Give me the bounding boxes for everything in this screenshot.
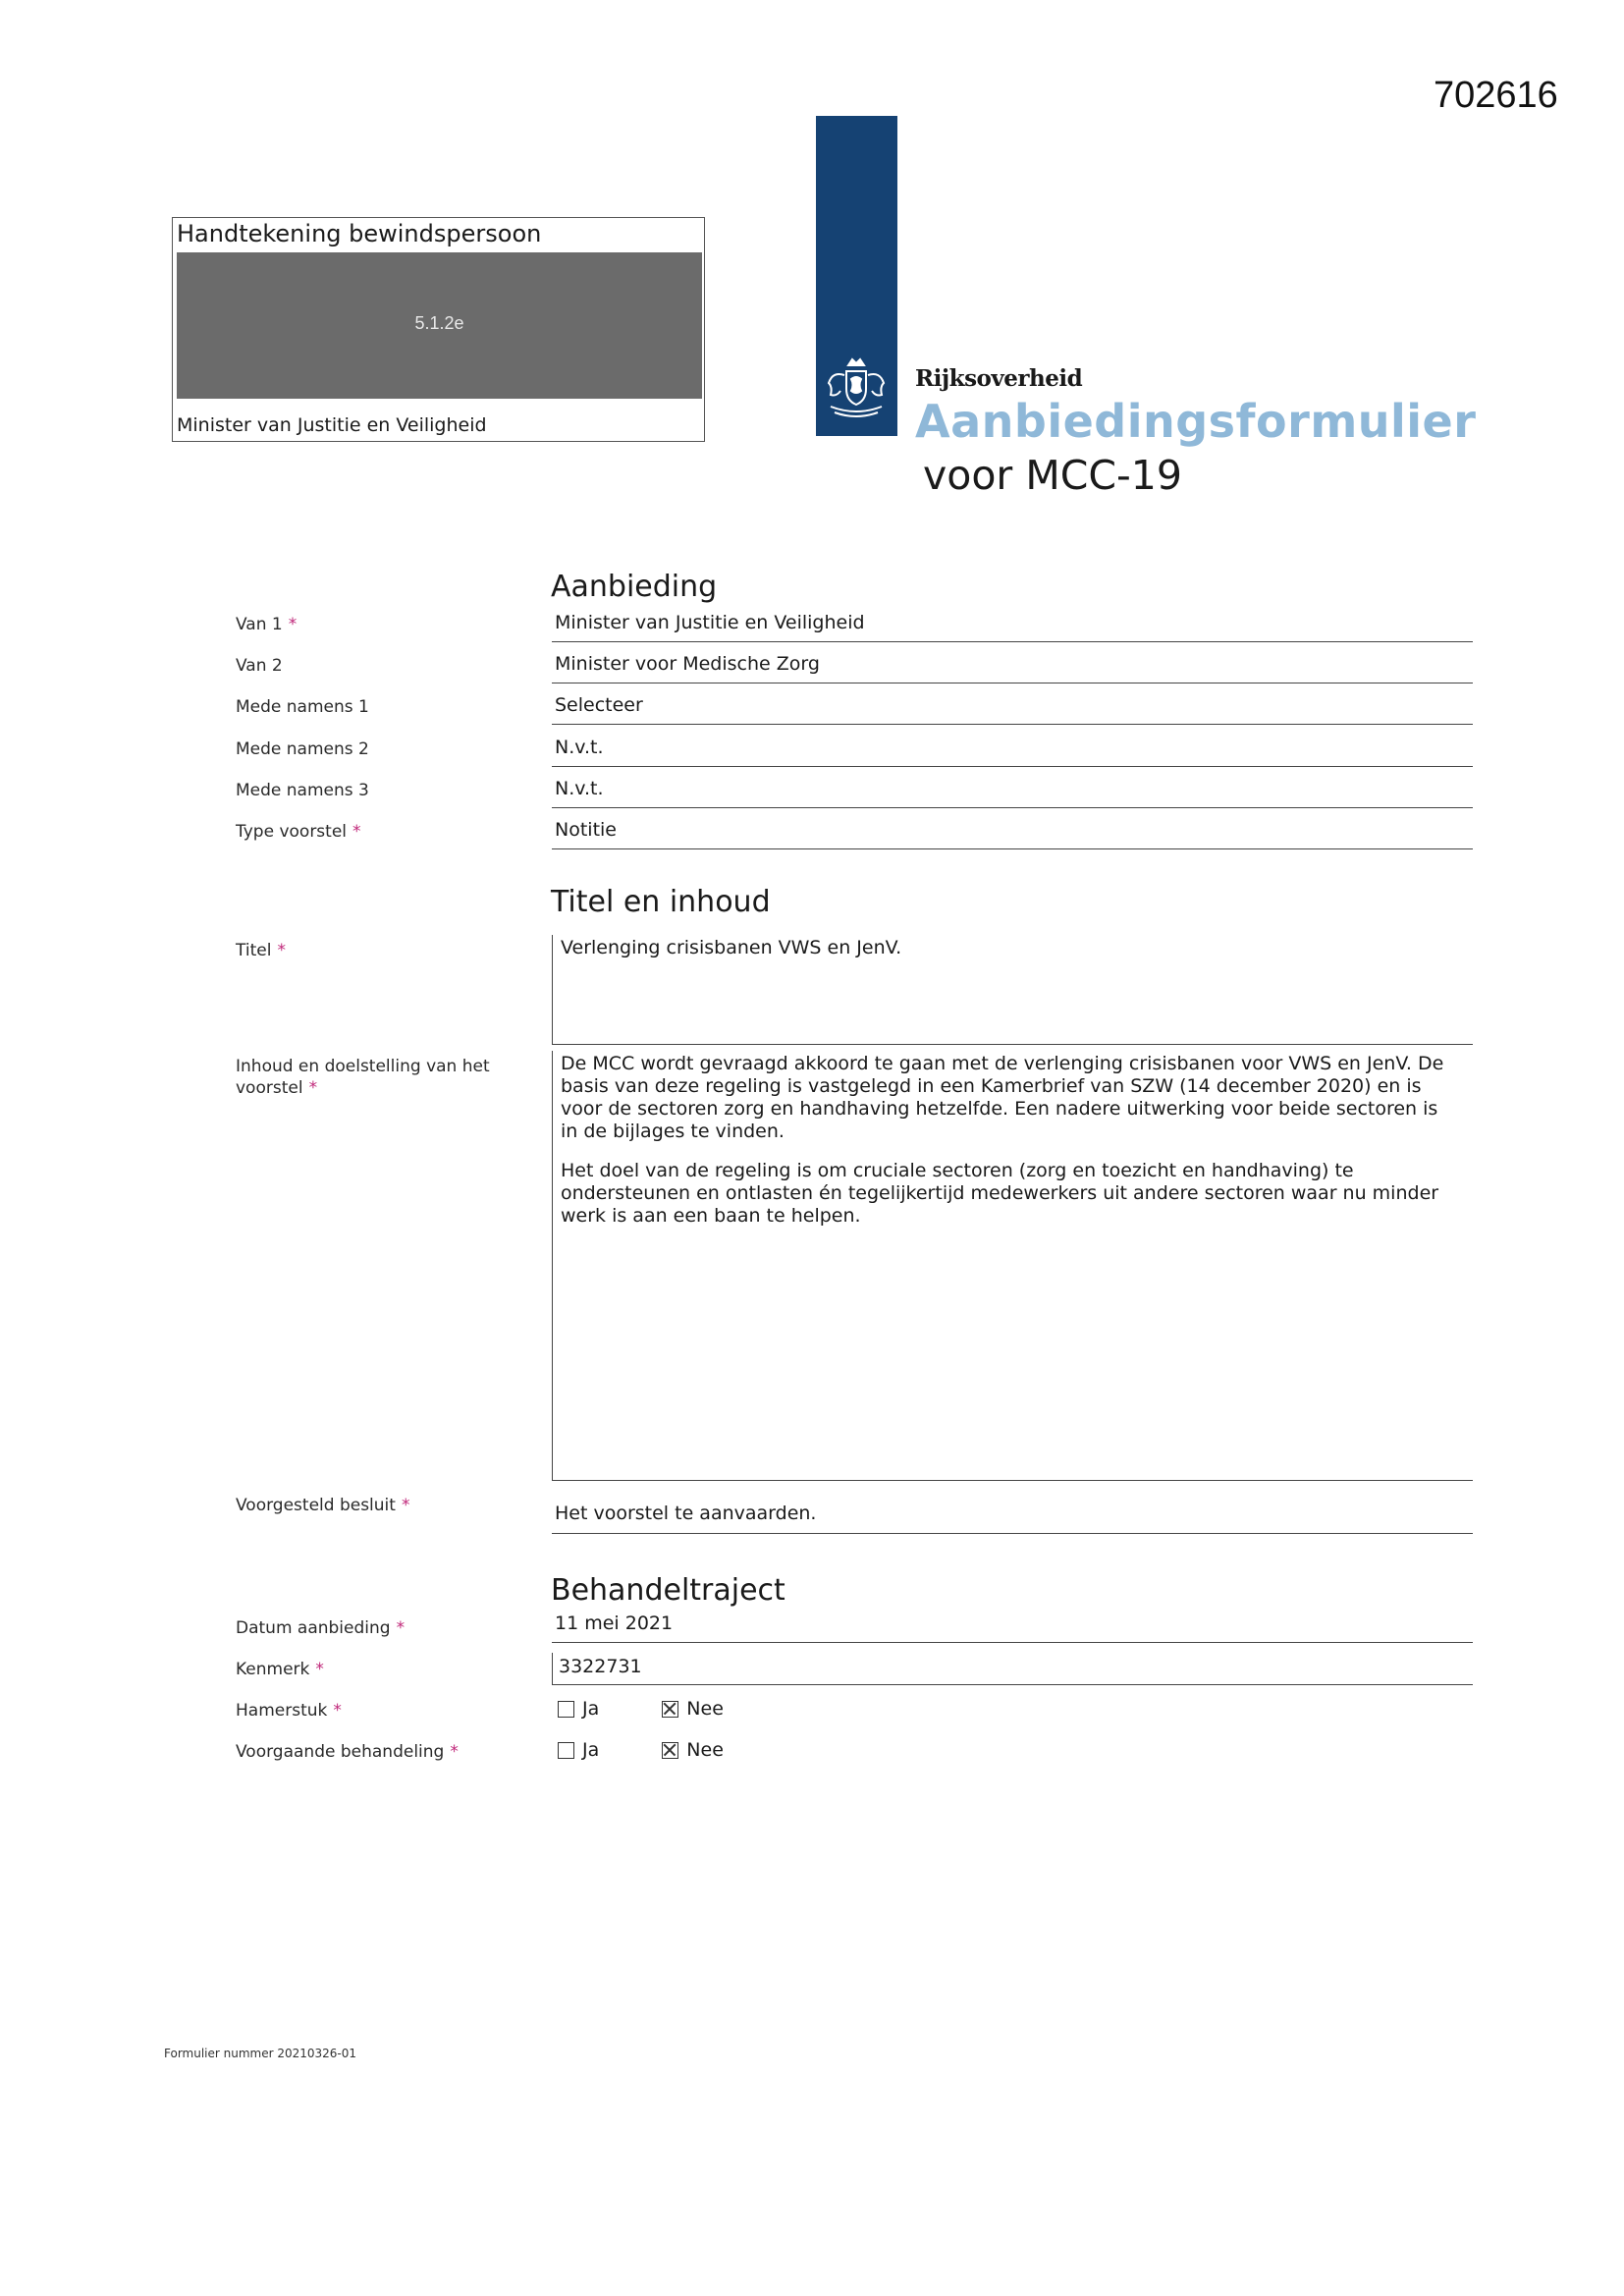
label-titel: Titel * [236, 941, 286, 960]
label-voorgesteld-besluit: Voorgesteld besluit * [236, 1496, 410, 1515]
label-van-1: Van 1 * [236, 615, 298, 634]
document-number: 702616 [1434, 75, 1558, 116]
field-mede-namens-2[interactable]: N.v.t. [552, 735, 1473, 767]
label-van-2: Van 2 [236, 656, 283, 676]
label-voorgaande-behandeling: Voorgaande behandeling * [236, 1742, 459, 1762]
label-mede-namens-2: Mede namens 2 [236, 739, 369, 759]
hamerstuk-nee-checkbox[interactable] [662, 1701, 678, 1718]
label-mede-namens-1: Mede namens 1 [236, 697, 369, 717]
field-kenmerk[interactable]: 3322731 [552, 1653, 1473, 1685]
signature-redaction [177, 252, 702, 399]
field-type-voorstel[interactable]: Notitie [552, 817, 1473, 849]
section-heading-titel-en-inhoud: Titel en inhoud [551, 885, 771, 919]
field-mede-namens-3[interactable]: N.v.t. [552, 776, 1473, 808]
label-type-voorstel: Type voorstel * [236, 822, 361, 842]
inhoud-paragraph-2: Het doel van de regeling is om cruciale sectoren (zorg en toezicht en handhaving) te ondersteunen en ontlasten én tegelijkertijd medewerkers uit andere sectoren waar nu minder werk is aan een baan te helpen. [561, 1160, 1439, 1227]
inhoud-paragraph-1: De MCC wordt gevraagd akkoord te gaan met de verlenging crisisbanen voor VWS en JenV. De basis van deze regeling is vastgelegd in een Kamerbrief van SZW (14 december 2020) en is voor de sectoren zorg en handhaving hetzelfde. Een nadere uitwerking voor beide sectoren is in de bijlages te vinden. [561, 1053, 1444, 1142]
hamerstuk-options [558, 1698, 724, 1720]
field-mede-namens-1[interactable]: Selecteer [552, 692, 1473, 725]
voorgaande-behandeling-options [558, 1739, 724, 1761]
field-titel[interactable]: Verlenging crisisbanen VWS en JenV. [552, 935, 1473, 1045]
organization-name: Rijksoverheid [915, 365, 1083, 392]
hamerstuk-option-ja[interactable]: Ja [558, 1698, 599, 1720]
label-hamerstuk: Hamerstuk * [236, 1701, 342, 1721]
hamerstuk-ja-checkbox[interactable] [558, 1701, 574, 1718]
label-kenmerk: Kenmerk * [236, 1660, 324, 1679]
redaction-code: 5.1.2e [414, 313, 464, 333]
hamerstuk-option-nee[interactable]: Nee [662, 1698, 724, 1720]
coat-of-arms-icon [821, 355, 892, 424]
voorgaande-option-ja[interactable]: Ja [558, 1739, 599, 1761]
signature-box [172, 217, 705, 442]
voorgaande-option-nee[interactable]: Nee [662, 1739, 724, 1761]
signature-title: Handtekening bewindspersoon [177, 220, 542, 247]
section-heading-behandeltraject: Behandeltraject [551, 1573, 785, 1608]
field-datum-aanbieding[interactable]: 11 mei 2021 [552, 1612, 1473, 1643]
field-van-2[interactable]: Minister voor Medische Zorg [552, 651, 1473, 683]
section-heading-aanbieding: Aanbieding [551, 570, 718, 604]
label-datum-aanbieding: Datum aanbieding * [236, 1618, 406, 1638]
voorgaande-nee-checkbox[interactable] [662, 1742, 678, 1759]
form-title: Aanbiedingsformulier [915, 395, 1477, 448]
form-number: Formulier nummer 20210326-01 [164, 2047, 357, 2060]
field-inhoud[interactable] [552, 1051, 1473, 1481]
signature-role: Minister van Justitie en Veiligheid [177, 414, 487, 436]
voorgaande-ja-checkbox[interactable] [558, 1742, 574, 1759]
form-subtitle: voor MCC-19 [923, 452, 1182, 499]
label-mede-namens-3: Mede namens 3 [236, 781, 369, 800]
field-van-1[interactable]: Minister van Justitie en Veiligheid [552, 610, 1473, 642]
field-voorgesteld-besluit[interactable]: Het voorstel te aanvaarden. [552, 1497, 1473, 1534]
label-inhoud: Inhoud en doelstelling van het voorstel * [236, 1057, 490, 1098]
